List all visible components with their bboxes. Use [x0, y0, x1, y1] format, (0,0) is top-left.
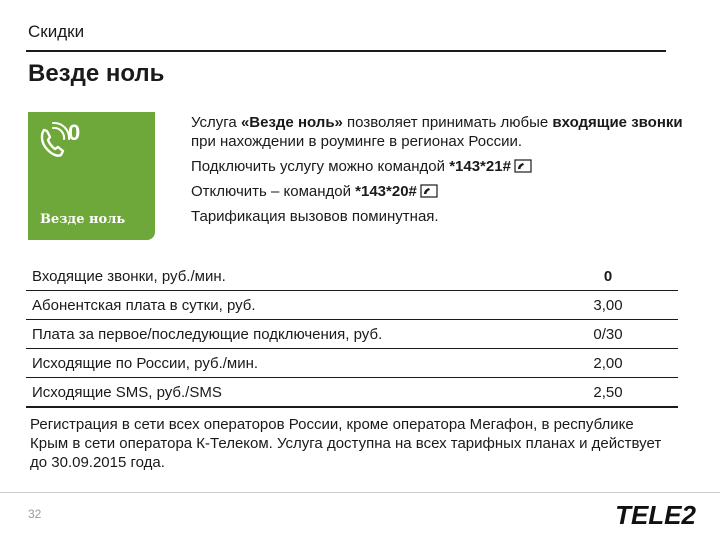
call-key-icon [514, 159, 532, 173]
table-row [26, 262, 678, 291]
tariff-label: Плата за первое/последующие подключения, руб. [32, 325, 383, 343]
tariff-table [26, 262, 678, 408]
service-description [191, 113, 691, 226]
intro-mid: позволяет принимать любые [342, 114, 553, 131]
connect-line [191, 157, 691, 176]
tariff-value: 2,00 [593, 354, 623, 372]
promo-tile [28, 112, 155, 240]
connect-command: *143*21# [449, 158, 511, 175]
brand-logo: TELE2 [615, 500, 696, 530]
tariff-label: Абонентская плата в сутки, руб. [32, 296, 256, 314]
table-row [26, 291, 678, 320]
intro-highlight: входящие звонки [552, 114, 683, 131]
tariff-value: 0 [603, 267, 613, 285]
phone-call-icon [38, 120, 70, 160]
disconnect-command: *143*20# [355, 183, 417, 200]
page-number: 32 [28, 507, 42, 521]
footer-divider [0, 492, 720, 493]
call-key-icon [420, 184, 438, 198]
page-title: Везде ноль [28, 60, 165, 87]
promo-name: Везде ноль [40, 212, 126, 227]
section-label: Скидки [28, 22, 85, 41]
disconnect-text: Отключить – командой [191, 183, 356, 200]
registration-notice: Регистрация в сети всех операторов России, кроме оператора Мегафон, в республике Крым в сети оператора К-Телеком. Услуга доступна на всех тарифных планах и действует до 30.09.2015 года. [30, 416, 662, 471]
tariff-value: 2,50 [593, 383, 623, 401]
service-name: «Везде ноль» [240, 114, 343, 131]
intro-pre: Услуга [191, 114, 241, 131]
tariff-label: Исходящие SMS, руб./SMS [32, 383, 222, 401]
tariff-value: 0/30 [593, 325, 623, 343]
table-row [26, 349, 678, 378]
billing-note: Тарификация вызовов поминутная. [191, 208, 439, 225]
table-row [26, 378, 678, 408]
tariff-label: Исходящие по России, руб./мин. [32, 354, 259, 372]
tariff-label: Входящие звонки, руб./мин. [32, 267, 226, 285]
intro-post: при нахождении в роуминге в регионах России. [191, 133, 523, 150]
tariff-value: 3,00 [593, 296, 623, 314]
disconnect-line [191, 182, 691, 201]
promo-badge: 0 [68, 120, 81, 145]
table-row [26, 320, 678, 349]
connect-text: Подключить услугу можно командой [191, 158, 450, 175]
header-divider [26, 50, 666, 52]
intro-paragraph [191, 113, 691, 151]
